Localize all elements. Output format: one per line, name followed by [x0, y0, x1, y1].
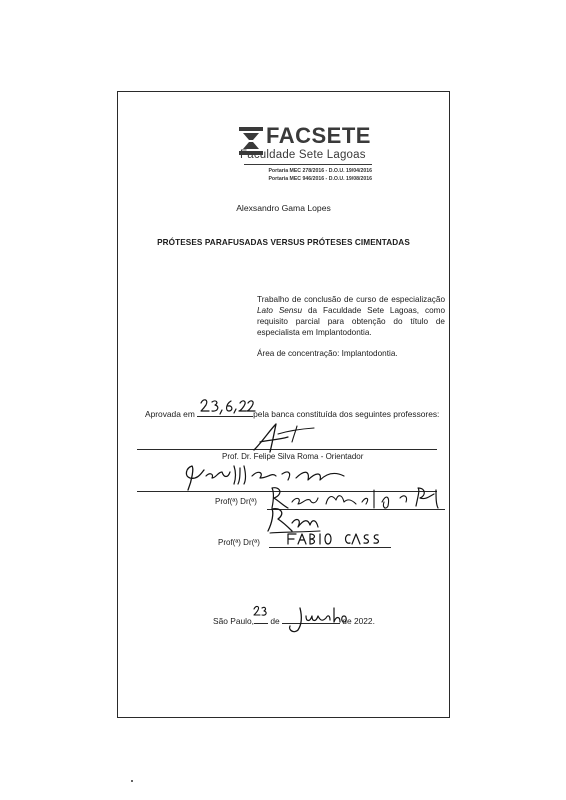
examiner-3-handwritten-name	[284, 530, 384, 548]
examiner-2-label: Prof(ª) Dr(ª)	[215, 497, 257, 506]
concentration-area: Área de concentração: Implantodontia.	[257, 349, 398, 358]
date-de-2: de 2022.	[342, 616, 375, 626]
date-de-1: de	[270, 616, 280, 626]
author-name: Alexsandro Gama Lopes	[236, 203, 331, 213]
examiner-3-label: Prof(ª) Dr(ª)	[218, 538, 260, 547]
approval-prefix: Aprovada em	[145, 409, 195, 419]
portaria-line-1: Portaria MEC 278/2016 - D.O.U. 19/04/2016	[268, 168, 372, 174]
description-emphasis: Lato Sensu	[257, 306, 303, 315]
description-part-1: Trabalho de conclusão de curso de especialização	[257, 295, 445, 304]
approval-line	[145, 407, 439, 419]
description-paragraph	[257, 294, 445, 338]
logo-divider	[244, 164, 372, 165]
facsete-logo	[238, 123, 374, 186]
scan-speck	[131, 780, 133, 782]
approval-date-handwriting	[198, 396, 260, 418]
approval-suffix: pela banca constituída dos seguintes professores:	[253, 409, 440, 419]
logo-subtitle: Faculdade Sete Lagoas	[240, 149, 366, 161]
description-part-2: da Faculdade Sete Lagoas, como requisito parcial para obtenção do título de especialista em Implantodontia.	[257, 306, 445, 337]
document-title: PRÓTESES PARAFUSADAS VERSUS PRÓTESES CIMENTADAS	[157, 238, 410, 247]
advisor-label: Prof. Dr. Felipe Silva Roma - Orientador	[222, 452, 364, 461]
logo-wordmark: FACSETE	[266, 123, 371, 148]
date-day-handwriting	[253, 604, 269, 620]
date-month-handwriting	[286, 604, 348, 634]
date-city: São Paulo,	[213, 616, 254, 626]
advisor-signature	[248, 420, 318, 456]
portaria-line-2: Portaria MEC 946/2016 - D.O.U. 19/08/2016	[268, 176, 372, 182]
